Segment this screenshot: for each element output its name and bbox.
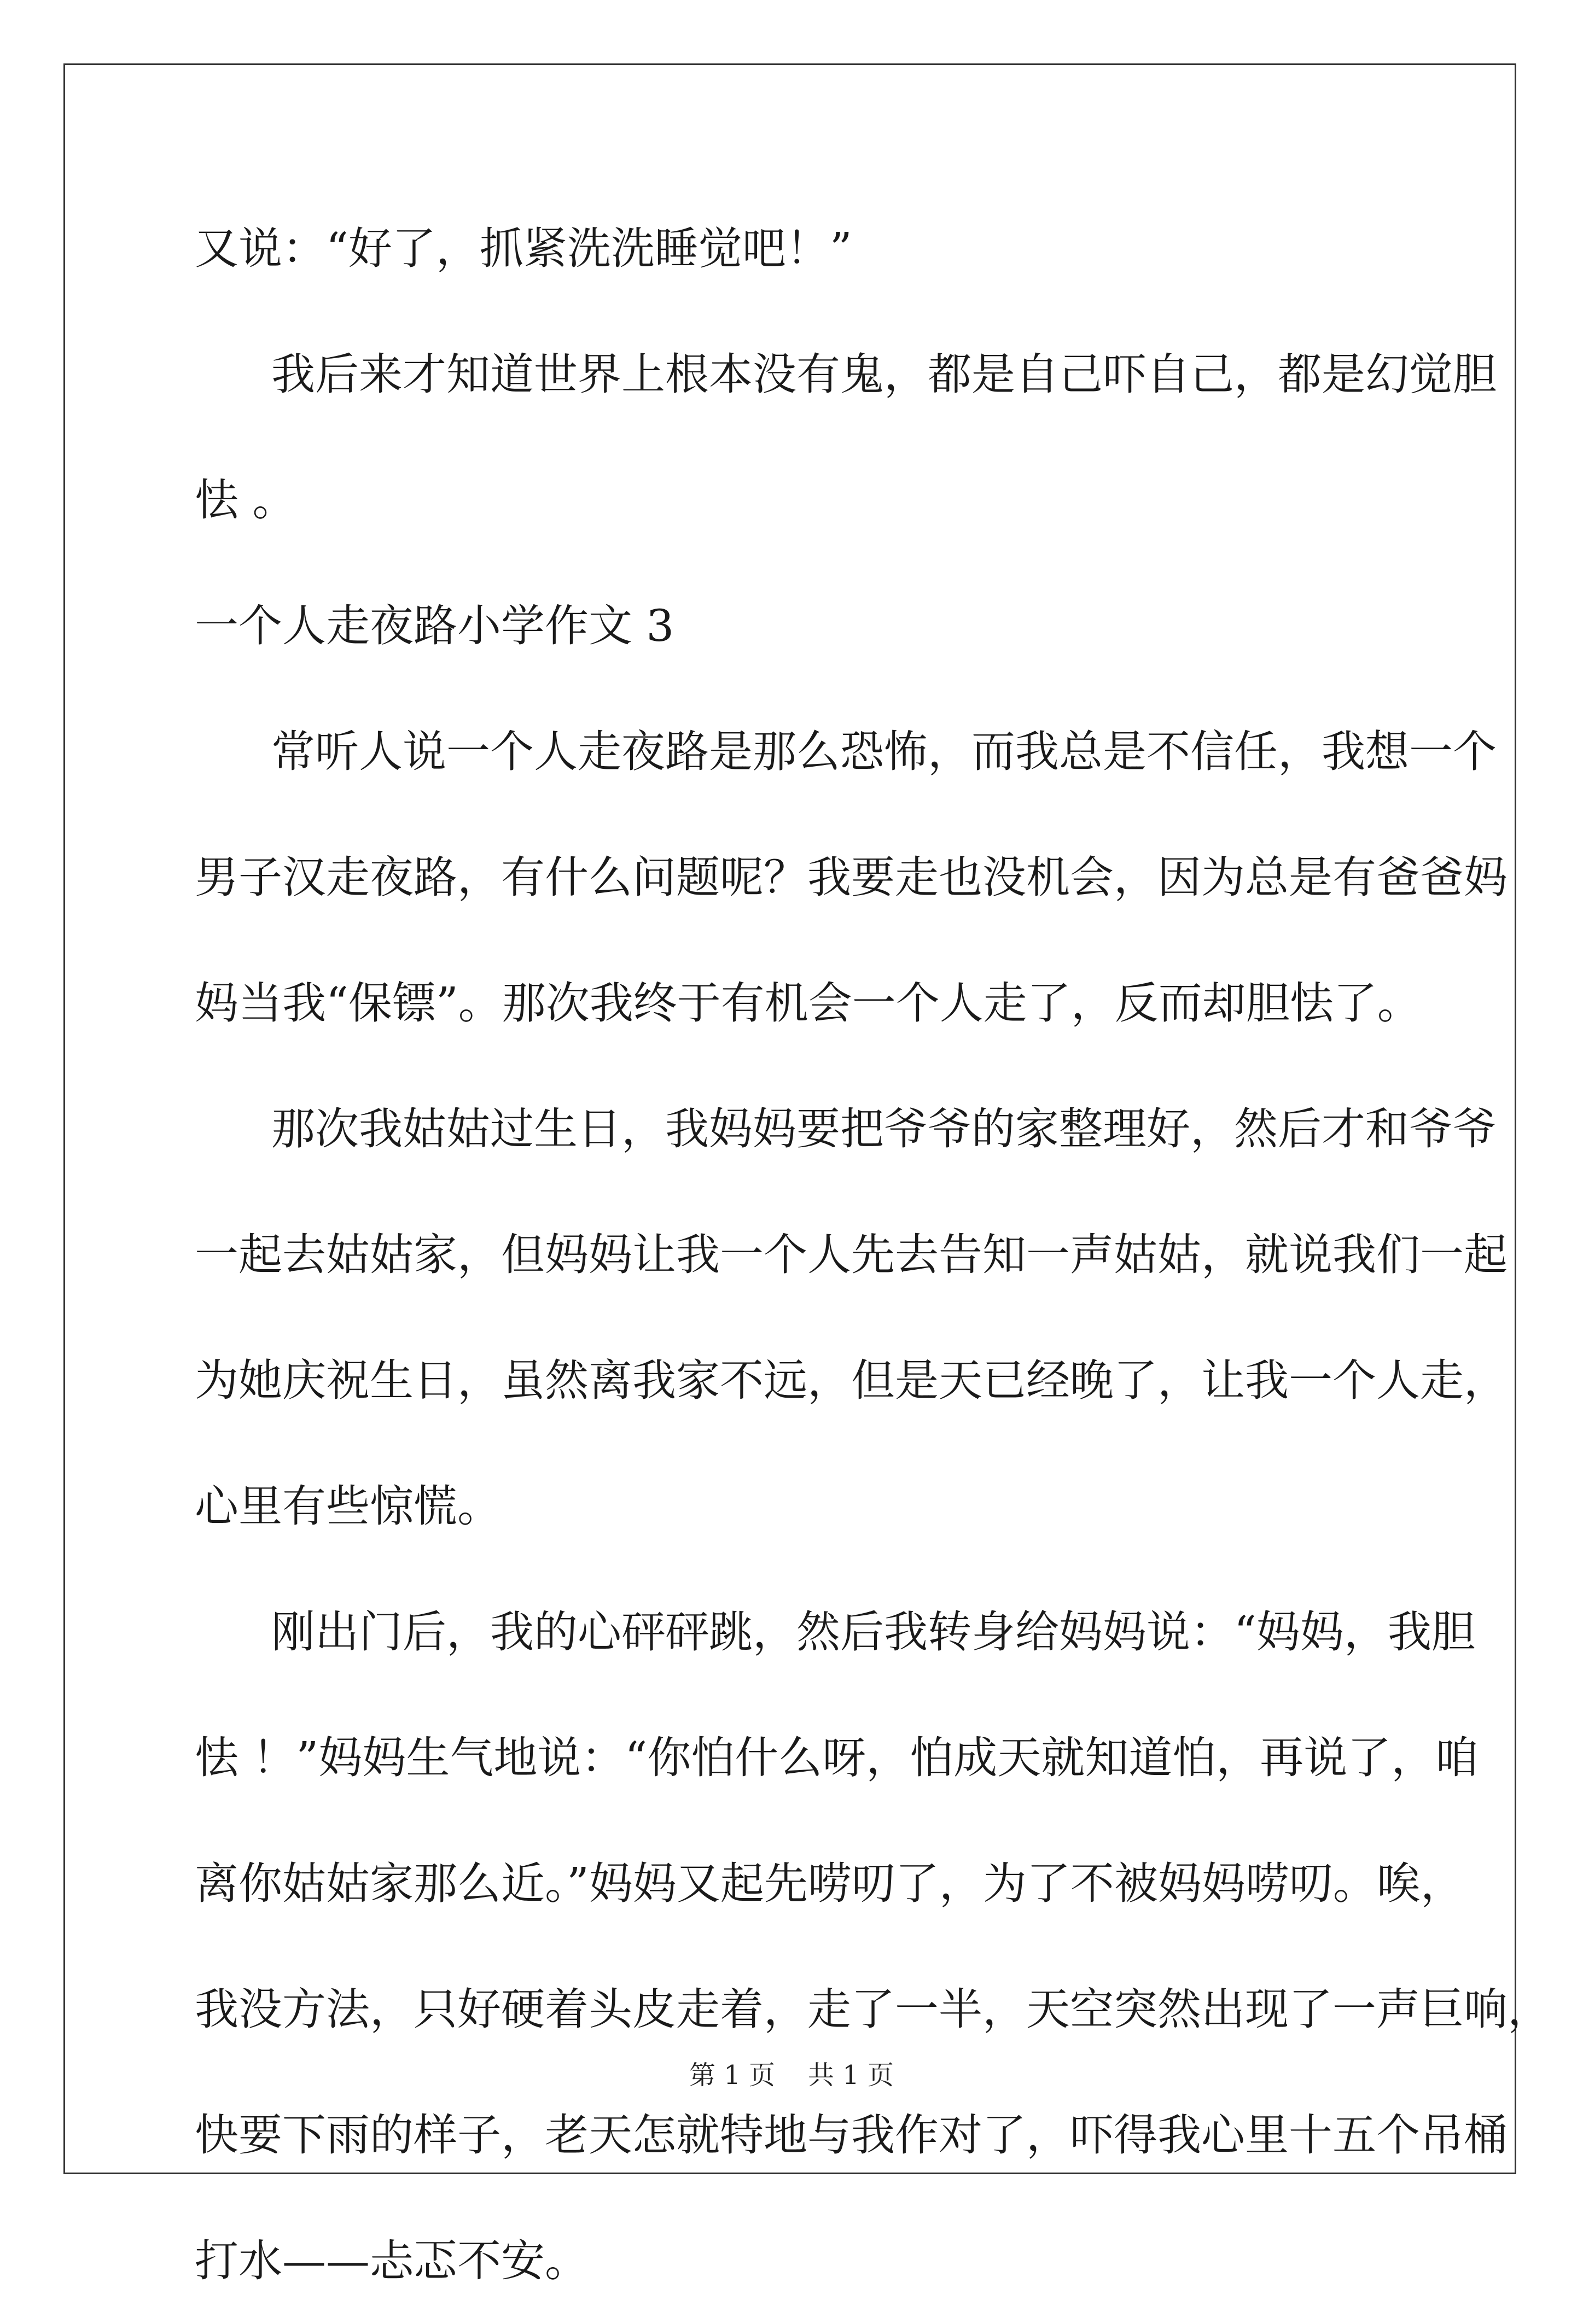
page-number: 第 1 页 (689, 2060, 775, 2091)
text-line: 怯 。 (195, 475, 296, 525)
text-line: 妈当我“保镖”。那次我终于有机会一个人走了，反而却胆怯了。 (195, 978, 1421, 1029)
text-line: 心里有些惊慌。 (195, 1481, 501, 1532)
paragraph-first-line: 刚出门后，我的心砰砰跳，然后我转身给妈妈说：“妈妈，我胆 (271, 1607, 1475, 1657)
text-line: 快要下雨的样子，老天怎就特地与我作对了，吓得我心里十五个吊桶 (195, 2110, 1508, 2160)
text-line: 男子汉走夜路，有什么问题呢？我要走也没机会，因为总是有爸爸妈 (195, 852, 1508, 903)
text-line: 又说：“好了，抓紧洗洗睡觉吧！” (195, 223, 852, 274)
section-heading: 一个人走夜路小学作文 3 (195, 600, 674, 651)
paragraph-first-line: 那次我姑姑过生日，我妈妈要把爷爷的家整理好，然后才和爷爷 (271, 1103, 1497, 1154)
text-line: 我没方法，只好硬着头皮走着，走了一半，天空突然出现了一声巨响， (195, 1984, 1551, 2035)
page-footer (0, 2059, 1583, 2092)
paragraph-first-line: 我后来才知道世界上根本没有鬼，都是自己吓自己，都是幻觉胆 (271, 349, 1497, 400)
paragraph-first-line: 常听人说一个人走夜路是那么恐怖，而我总是不信任，我想一个 (271, 726, 1497, 777)
page-total: 共 1 页 (808, 2060, 894, 2091)
text-line: 一起去姑姑家，但妈妈让我一个人先去告知一声姑姑，就说我们一起 (195, 1229, 1508, 1280)
text-line: 离你姑姑家那么近。”妈妈又起先唠叨了，为了不被妈妈唠叨。唉， (195, 1858, 1464, 1909)
text-line: 为她庆祝生日，虽然离我家不远，但是天已经晚了，让我一个人走， (195, 1355, 1508, 1406)
text-line: 怯 ！”妈妈生气地说：“你怕什么呀，怕成天就知道怕，再说了，咱 (195, 1732, 1479, 1783)
document-body (195, 186, 1551, 2324)
text-line: 打水——忐忑不安。 (195, 2235, 589, 2286)
